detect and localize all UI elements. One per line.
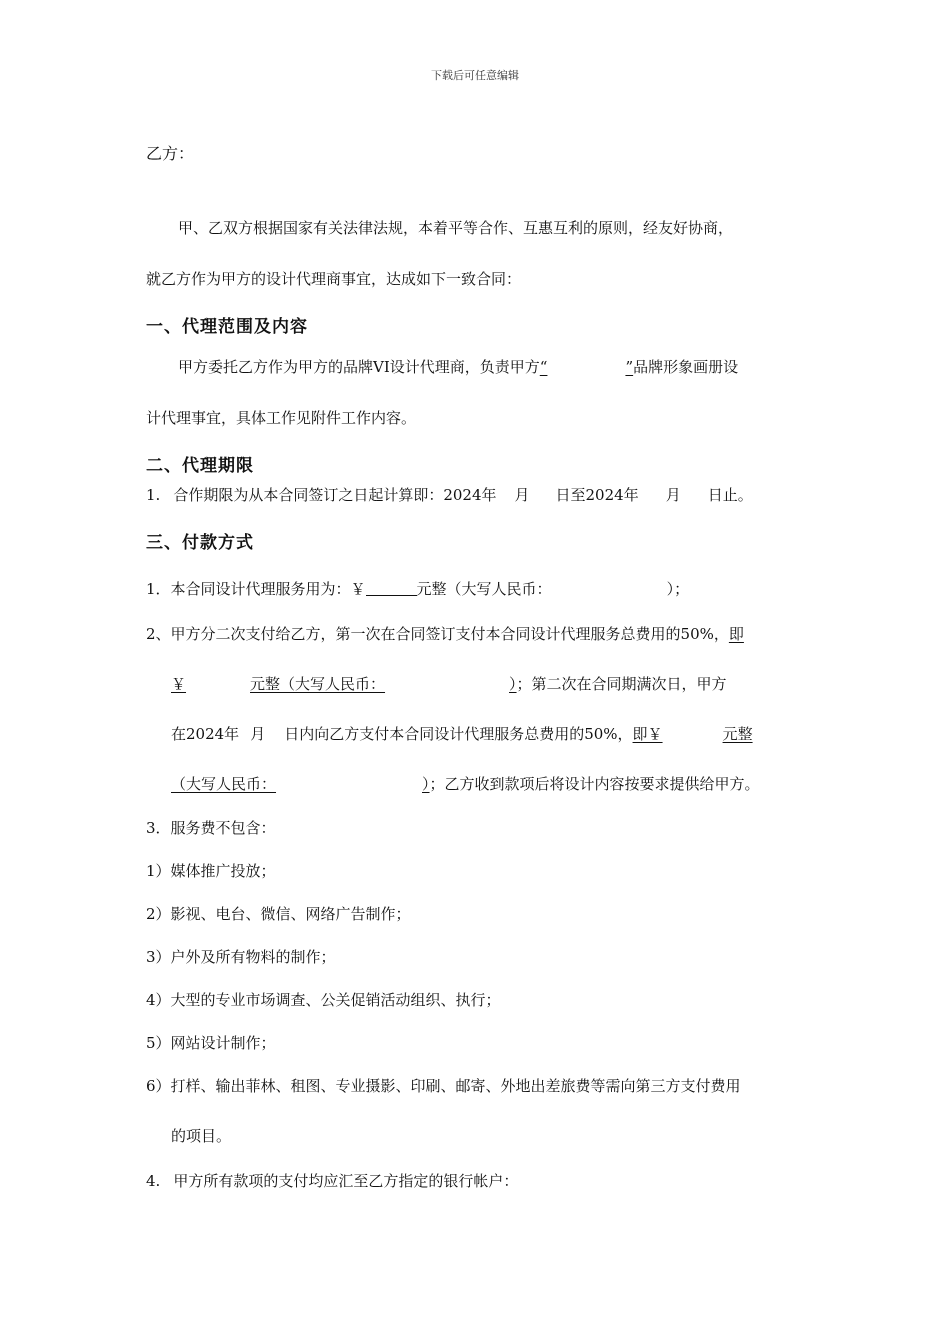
scope-text-post: 品牌形象画册设: [633, 358, 739, 376]
exclusion-item-6: 6）打样、输出菲林、租图、专业摄影、印刷、邮寄、外地出差旅费等需向第三方支付费用: [146, 1077, 741, 1095]
payment-item-4-text: 甲方所有款项的支付均应汇至乙方指定的银行帐户：: [173, 1172, 519, 1190]
exclusion-item-6-cont: 的项目。: [171, 1127, 232, 1145]
fee-close: ）；: [666, 580, 690, 598]
payment-item-2-line-3: [171, 724, 753, 744]
payment-item-2-line-4: [171, 774, 760, 794]
second-payment-text: ；第二次在合同期满次日，甲方: [516, 675, 727, 693]
fee-label: 1．本合同设计代理服务用为：￥: [146, 580, 366, 598]
intro-line-2: 就乙方作为甲方的设计代理商事宜，达成如下一致合同：: [146, 270, 522, 288]
first-payment-ji: 即: [728, 625, 744, 643]
term-start-month: 月: [514, 486, 530, 504]
term-item-number: 1.: [146, 486, 161, 504]
exclusion-item-2: 2）影视、电台、微信、网络广告制作；: [146, 905, 411, 923]
exclusion-item-5: 5）网站设计制作；: [146, 1034, 276, 1052]
section-1-para-line-1: [178, 357, 738, 377]
second-payment-uppercase: （大写人民币： ）: [171, 775, 430, 793]
payment-item-4: [146, 1171, 518, 1191]
first-payment-amount: ￥ 元整（大写人民币： ）: [171, 675, 517, 693]
payment-item-2-line-2: [171, 674, 727, 694]
payment-item-1: [146, 579, 689, 599]
payment-item-4-number: 4.: [146, 1172, 161, 1190]
brand-name-blank: “ ”: [539, 358, 634, 376]
term-item-1: [146, 485, 753, 505]
fee-amount-blank: [366, 581, 417, 596]
second-payment-month: 月: [250, 725, 266, 743]
second-payment-text: 日内向乙方支付本合同设计代理服务总费用的50%，: [284, 725, 633, 743]
term-end-month: 月: [665, 486, 681, 504]
fee-uppercase-label: 元整（大写人民币：: [416, 580, 552, 598]
payment-item-3: 3．服务费不包含：: [146, 819, 276, 837]
term-start-year: 合作期限为从本合同签订之日起计算即：2024年: [173, 486, 497, 504]
section-1-para-line-2: 计代理事宜，具体工作见附件工作内容。: [146, 409, 417, 427]
second-payment-amount: 即￥ 元整: [632, 725, 753, 743]
exclusion-item-4: 4）大型的专业市场调查、公关促销活动组织、执行；: [146, 991, 501, 1009]
first-payment-text: 2、甲方分二次支付给乙方，第一次在合同签订支付本合同设计代理服务总费用的50%，: [146, 625, 729, 643]
exclusion-item-1: 1）媒体推广投放；: [146, 862, 276, 880]
page-header: 下载后可任意编辑: [431, 69, 519, 82]
term-end-year: 日至2024年: [555, 486, 639, 504]
party-b-label: 乙方：: [146, 144, 195, 163]
term-end-day: 日止。: [707, 486, 753, 504]
intro-line-1: 甲、乙双方根据国家有关法律法规，本着平等合作、互惠互利的原则，经友好协商，: [178, 219, 734, 237]
exclusion-item-3: 3）户外及所有物料的制作；: [146, 948, 336, 966]
section-1-title: 一、代理范围及内容: [146, 317, 308, 337]
payment-item-2-line-1: [146, 624, 744, 644]
delivery-text: ；乙方收到款项后将设计内容按要求提供给甲方。: [429, 775, 760, 793]
section-2-title: 二、代理期限: [146, 456, 254, 476]
section-3-title: 三、付款方式: [146, 533, 254, 553]
second-payment-year: 在2024年: [171, 725, 240, 743]
scope-text-pre: 甲方委托乙方作为甲方的品牌VI设计代理商，负责甲方: [178, 358, 540, 376]
